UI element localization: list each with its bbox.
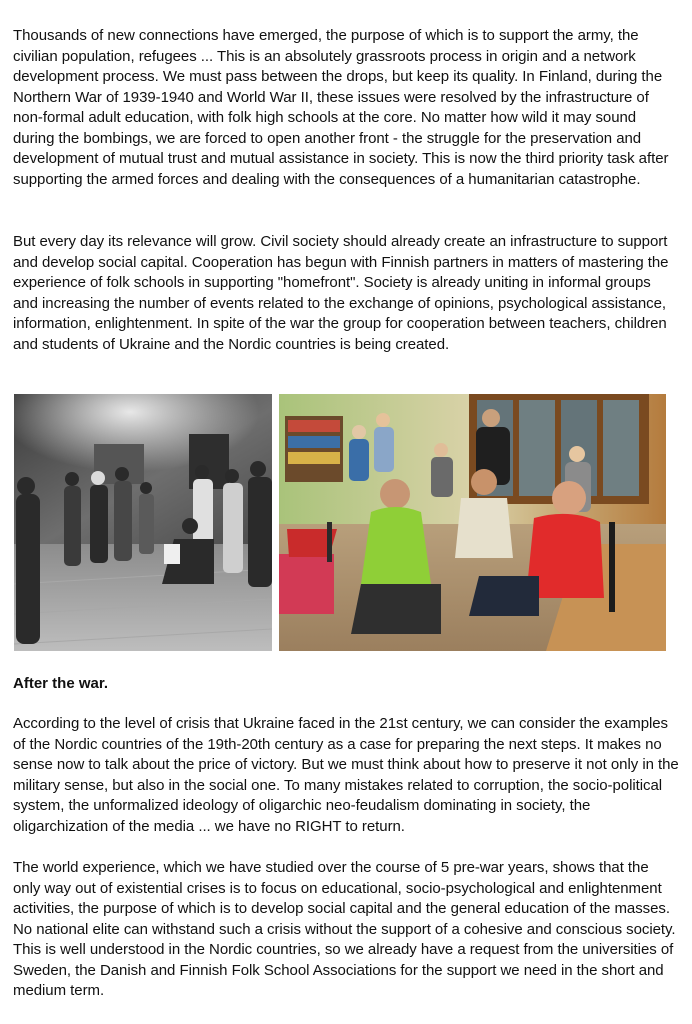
- paragraph-civil-society: But every day its relevance will grow. Civil society should already create an infrastructure to support and develop social capital. Cooperation has begun with Finnish partners in matters of mastering the experience of folk schools in supporting "homefront". Society is already uniting in informal groups and increasing the number of events related to the exchange of opinions, psychological assistance, information, enlightenment. In spite of the war the group for cooperation between teachers, children and students of Ukraine and the Nordic countries is being created.: [13, 233, 669, 353]
- section-heading-after-the-war: After the war.: [13, 675, 109, 692]
- photo-workshop-color: [279, 394, 666, 651]
- paragraph-world-experience: The world experience, which we have studied over the course of 5 pre-war years, shows that the only way out of existential crises is to focus on educational, socio-psychological and enlightenment activities, the purpose of which is to develop social capital and the general education of the masses. No national elite can withstand such a crisis without the support of a cohesive and conscious society. This is well understood in the Nordic countries, so we already have a request from the universities of Sweden, the Danish and Finnish Folk School Associations for the support we need in the short and medium term.: [13, 859, 676, 999]
- paragraph-grassroots-connections: Thousands of new connections have emerged, the purpose of which is to support the army, the civilian population, refugees ... This is an absolutely grassroots process in origin and a network development process. We must pass between the drops, but keep its quality. In Finland, during the Northern War of 1939-1940 and World War II, these issues were resolved by the infrastructure of non-formal adult education, with folk high schools at the core. No matter how wild it may sound during the bombings, we are forced to open another front - the struggle for the preservation and development of mutual trust and mutual assistance in society. This is now the third priority task after supporting the armed forces and dealing with the consequences of a humanitarian catastrophe.: [13, 27, 669, 188]
- photo-group-circle-bw: [14, 394, 272, 651]
- paragraph-nordic-examples: According to the level of crisis that Ukraine faced in the 21st century, we can consider the examples of the Nordic countries of the 19th-20th century as a case for preparing the next steps. It makes no sense now to talk about the price of victory. But we must think about how to preserve it not only in the military sense, but also in the social one. To many mistakes related to corruption, the socio-political system, the unformalized ideology of oligarchic neo-feudalism dominating in society, the oligarchization of the media ... we have no RIGHT to return.: [13, 715, 679, 835]
